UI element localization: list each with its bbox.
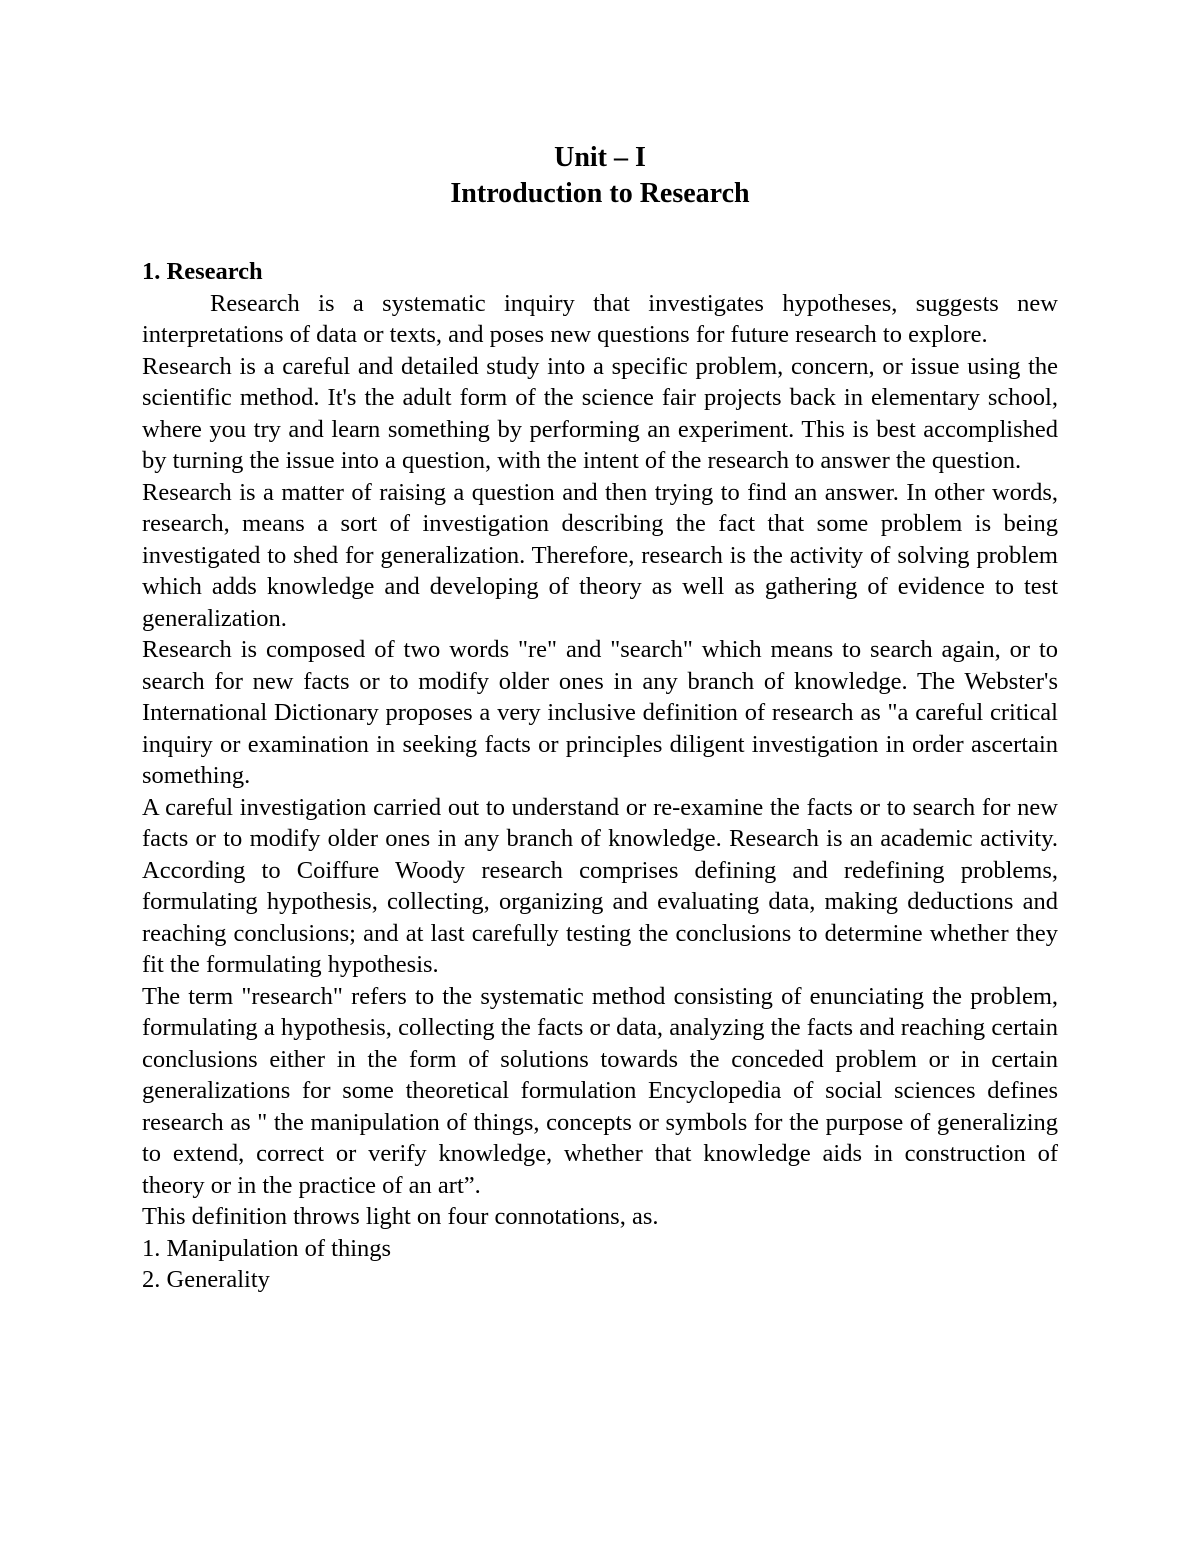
paragraph: Research is a systematic inquiry that investigates hypotheses, suggests new interpretations of data or texts, and poses new questions for future research to explore.	[142, 289, 1058, 348]
list-item: 2. Generality	[142, 1266, 270, 1293]
paragraph: A careful investigation carried out to understand or re-examine the facts or to search for new facts or to modify older ones in any branch of knowledge. Research is an academic activity. According to Coiffure Woody research comprises defining and redefining problems, formulating hypothesis, collecting, organizing and evaluating data, making deductions and reaching conclusions; and at last carefully testing the conclusions to determine whether they fit the formulating hypothesis.	[142, 793, 1058, 978]
paragraph: This definition throws light on four connotations, as.	[142, 1203, 659, 1230]
unit-title: Unit – I	[554, 142, 646, 173]
page-title: Introduction to Research	[450, 178, 750, 209]
paragraph: Research is a careful and detailed study into a specific problem, concern, or issue using the scientific method. It's the adult form of the science fair projects back in elementary school, where you try and learn something by performing an experiment. This is best accomplished by turning the issue into a question, with the intent of the research to answer the question.	[142, 352, 1058, 474]
list-item: 1. Manipulation of things	[142, 1234, 392, 1262]
title-block	[142, 140, 1058, 212]
paragraph: Research is a matter of raising a question and then trying to find an answer. In other words, research, means a sort of investigation describing the fact that some problem is being investigated to shed for generalization. Therefore, research is the activity of solving problem which adds knowledge and developing of theory as well as gathering of evidence to test generalization.	[142, 478, 1058, 632]
document-page	[142, 140, 1058, 1296]
section-heading-research: 1. Research	[142, 258, 263, 285]
paragraph: Research is composed of two words "re" and "search" which means to search again, or to search for new facts or to modify older ones in any branch of knowledge. The Webster's International Dictionary proposes a very inclusive definition of research as "a careful critical inquiry or examination in seeking facts or principles diligent investigation in order ascertain something.	[142, 636, 1058, 789]
paragraph: The term "research" refers to the systematic method consisting of enunciating the problem, formulating a hypothesis, collecting the facts or data, analyzing the facts and reaching certain conclusions either in the form of solutions towards the conceded problem or in certain generalizations for some theoretical formulation Encyclopedia of social sciences defines research as " the manipulation of things, concepts or symbols for the purpose of generalizing to extend, correct or verify knowledge, whether that knowledge aids in construction of theory or in the practice of an art”.	[142, 982, 1058, 1199]
